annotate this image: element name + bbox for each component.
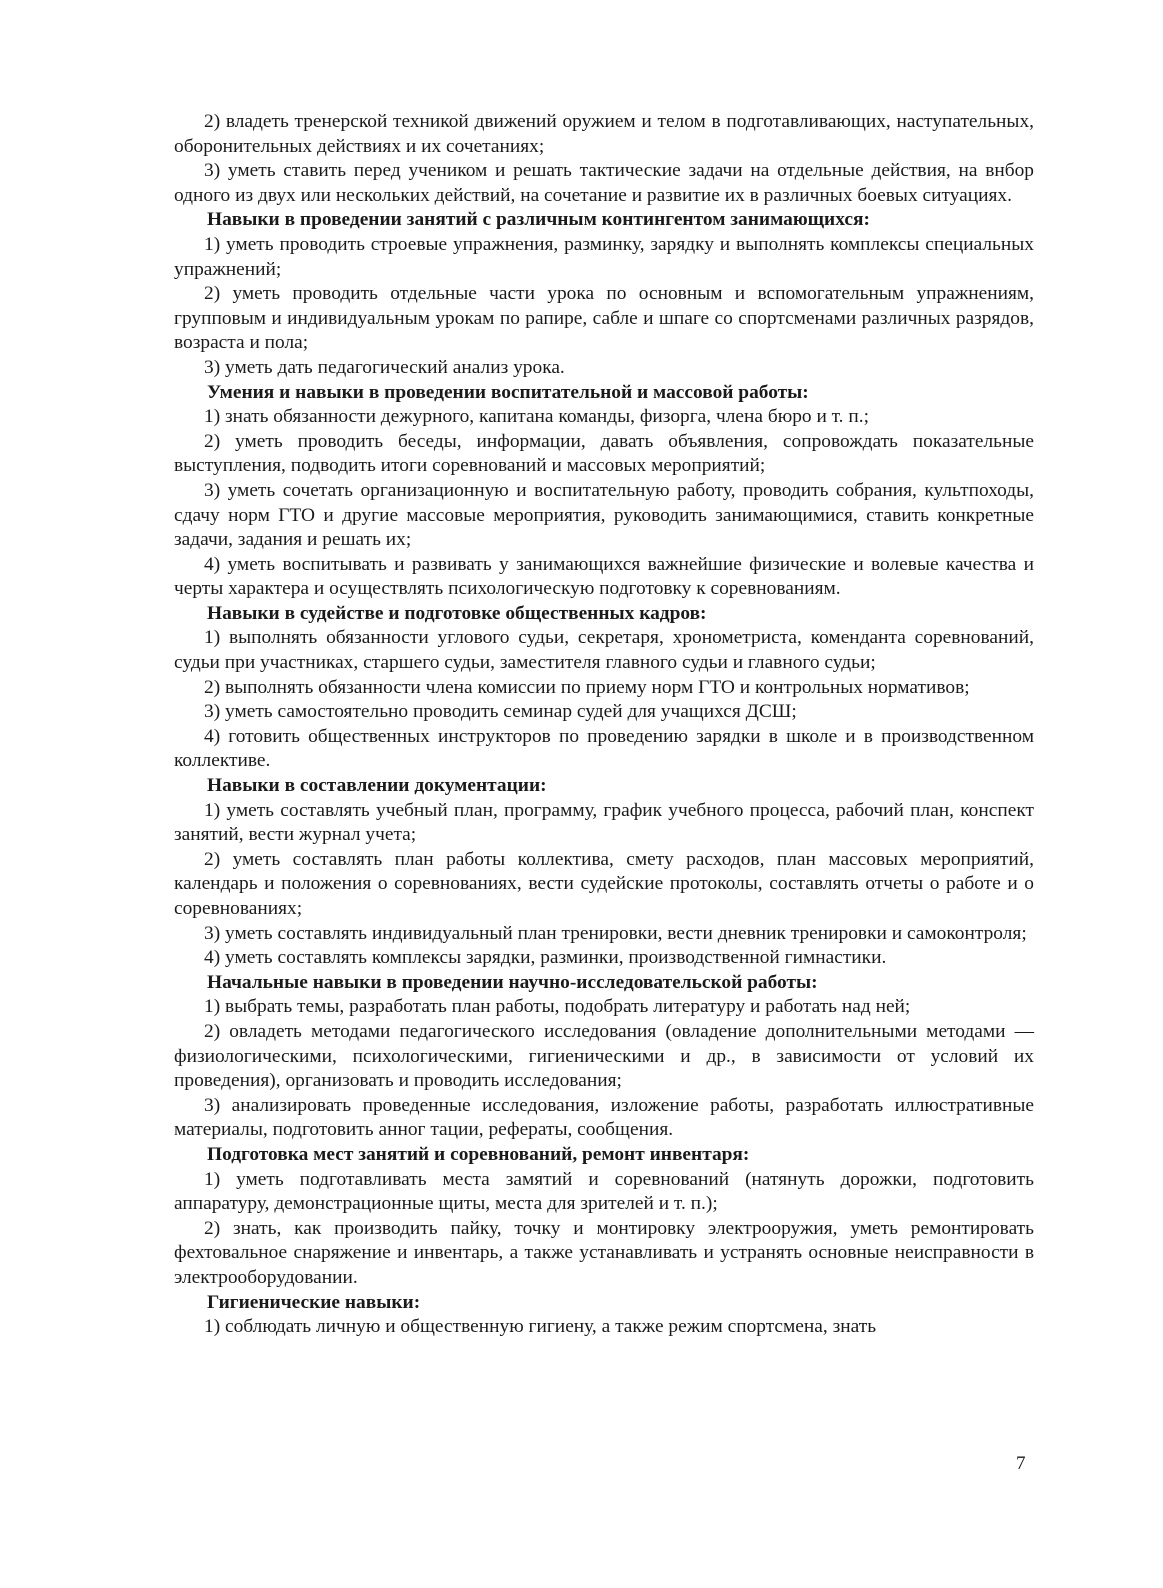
list-item: 3) уметь сочетать организационную и воспитательную работу, проводить собрания, культпоходы, сдачу норм ГТО и другие массовые мероприятия, руководить занимающимися, ставить конкретные задачи, задания и решать их; xyxy=(174,479,1034,551)
list-item: 3) уметь ставить перед учеником и решать тактические задачи на отдельные действия, на внбор одного из двух или нескольких действий, на сочетание и развитие их в различных боевых ситуациях. xyxy=(174,160,1034,206)
section-heading: Навыки в проведении занятий с различным контингентом занимающихся: xyxy=(207,209,870,231)
list-item: 2) владеть тренерской техникой движений оружием и телом в подготавливающих, наступательных, оборонительных действиях и их сочетаниях; xyxy=(174,111,1034,157)
list-item: 4) уметь воспитывать и развивать у занимающихся важнейшие физические и волевые качества и черты характера и осуществлять психологическую подготовку к соревнованиям. xyxy=(174,553,1034,600)
page-body-text xyxy=(174,110,1034,1340)
list-item: 3) анализировать проведенные исследования, изложение работы, разработать иллюстративные материалы, подготовить анног тации, рефераты, сообщения. xyxy=(174,1094,1034,1141)
list-item: 3) уметь составлять индивидуальный план тренировки, вести дневник тренировки и самоконтроля; xyxy=(204,922,1027,944)
list-item: 2) уметь проводить отдельные части урока по основным и вспомогательным упражнениям, групповым и индивидуальным урокам по рапире, сабле и шпаге со спортсменами различных разрядов, возраста и пола; xyxy=(174,283,1034,354)
list-item: 1) уметь проводить строевые упражнения, разминку, зарядку и выполнять комплексы специальных упражнений; xyxy=(174,233,1034,280)
list-item: 2) уметь составлять план работы коллектива, смету расходов, план массовых мероприятий, календарь и положения о соревнованиях, вести судейские протоколы, составлять отчеты о работе и о соревнованиях; xyxy=(174,848,1034,919)
list-item: 1) выполнять обязанности углового судьи, секретаря, хронометриста, коменданта соревнований, судьи при участниках, старшего судьи, заместителя главного судьи и главного судьи; xyxy=(174,627,1034,674)
list-item: 3) уметь дать педагогический анализ урока. xyxy=(204,356,565,378)
list-item: 4) уметь составлять комплексы зарядки, разминки, производственной гимнастики. xyxy=(204,947,887,969)
list-item: 1) уметь подготавливать места замятий и соревнований (натянуть дорожки, подготовить аппаратуру, демонстрационные щиты, места для зрителей и т. п.); xyxy=(174,1168,1034,1215)
list-item: 1) знать обязанности дежурного, капитана команды, физорга, члена бюро и т. п.; xyxy=(204,406,869,428)
list-item: 4) готовить общественных инструкторов по проведению зарядки в школе и в производственном коллективе. xyxy=(174,725,1034,772)
page-number: 7 xyxy=(1016,1453,1026,1474)
section-heading: Навыки в судействе и подготовке общественных кадров: xyxy=(207,602,707,624)
list-item: 1) уметь составлять учебный план, программу, график учебного процесса, рабочий план, конспект занятий, вести журнал учета; xyxy=(174,799,1034,846)
list-item: 1) выбрать темы, разработать план работы, подобрать литературу и работать над ней; xyxy=(204,996,911,1018)
section-heading: Умения и навыки в проведении воспитательной и массовой работы: xyxy=(207,381,809,403)
list-item: 2) овладеть методами педагогического исследования (овладение дополнительными методами — физиологическими, психологическими, гигиеническими и др., в зависимости от условий их проведения), организовать и проводить исследования; xyxy=(174,1020,1034,1092)
list-item: 3) уметь самостоятельно проводить семинар судей для учащихся ДСШ; xyxy=(204,701,797,723)
section-heading: Гигиенические навыки: xyxy=(207,1291,421,1313)
list-item: 2) уметь проводить беседы, информации, давать объявления, сопровождать показательные выступления, подводить итоги соревнований и массовых мероприятий; xyxy=(174,430,1034,477)
section-heading: Навыки в составлении документации: xyxy=(207,775,547,797)
list-item: 2) знать, как производить пайку, точку и монтировку электрооружия, уметь ремонтировать фехтовальное снаряжение и инвентарь, а также устанавливать и устранять основные неисправности в электрооборудовании. xyxy=(174,1217,1034,1288)
section-heading: Начальные навыки в проведении научно-исследовательской работы: xyxy=(207,971,818,993)
list-item: 1) соблюдать личную и общественную гигиену, а также режим спортсмена, знать xyxy=(204,1316,877,1338)
list-item: 2) выполнять обязанности члена комиссии по приему норм ГТО и контрольных нормативов; xyxy=(204,676,970,698)
section-heading: Подготовка мест занятий и соревнований, ремонт инвентаря: xyxy=(207,1143,750,1165)
